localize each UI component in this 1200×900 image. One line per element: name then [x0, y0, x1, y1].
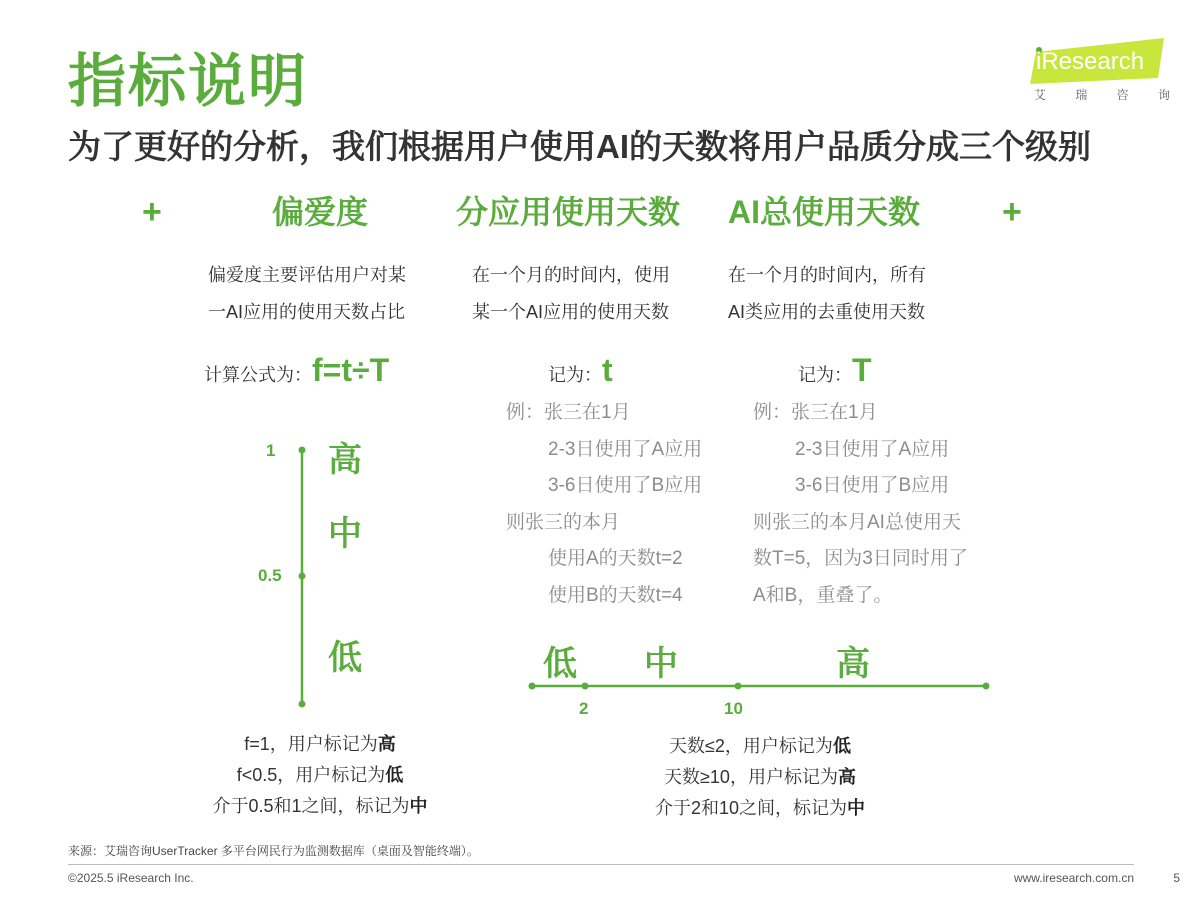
- rule-level: 低: [832, 736, 851, 756]
- vertical-scale-axis: [290, 440, 314, 712]
- scale-dot-bottom: [299, 701, 306, 708]
- note-app-days: [548, 352, 613, 389]
- example-line: 使用B的天数t=4: [548, 584, 683, 606]
- plus-icon-left: +: [142, 193, 162, 231]
- example-total-days: [753, 395, 968, 614]
- rule-level: 高: [377, 734, 396, 754]
- example-app-days: [506, 395, 702, 614]
- plus-icon-right: +: [1002, 193, 1022, 231]
- desc-line: 在一个月的时间内，所有: [728, 265, 926, 285]
- note-value: t: [602, 352, 613, 388]
- level-high: 高: [328, 441, 362, 479]
- logo-char: 咨: [1116, 88, 1129, 102]
- rules-days: [600, 731, 920, 824]
- logo-char: 瑞: [1075, 88, 1088, 102]
- rule-level: 中: [847, 798, 866, 818]
- note-label: 记为：: [548, 365, 602, 385]
- rules-preference: [160, 729, 480, 822]
- example-line: 2-3日使用了A应用: [548, 438, 703, 460]
- tick-label-0-5: 0.5: [258, 566, 282, 585]
- scale-dot-start: [529, 683, 536, 690]
- footer-url[interactable]: www.iresearch.com.cn: [1013, 871, 1134, 885]
- tick-label-10: 10: [724, 699, 743, 718]
- page-title: 指标说明: [68, 49, 309, 114]
- tick-label-1: 1: [266, 441, 276, 460]
- formula-value: f=t÷T: [312, 352, 390, 388]
- level-high: 高: [836, 645, 870, 683]
- level-low: 低: [328, 639, 362, 677]
- rule-line: 天数≤2，用户标记为低: [669, 736, 851, 756]
- column-desc-preference: [208, 257, 406, 331]
- scale-dot-2: [582, 683, 589, 690]
- logo-char: 艾: [1034, 88, 1047, 102]
- column-desc-app-days: [472, 257, 670, 331]
- page-number: 5: [1173, 871, 1180, 885]
- column-desc-total-days: [728, 257, 926, 331]
- note-label: 记为：: [798, 365, 852, 385]
- example-line: 例：张三在1月: [506, 402, 631, 423]
- desc-line: 某一个AI应用的使用天数: [472, 302, 670, 322]
- level-low: 低: [543, 645, 577, 683]
- logo-char: 询: [1157, 88, 1170, 102]
- page-subtitle: 为了更好的分析，我们根据用户使用AI的天数将用户品质分成三个级别: [68, 128, 1091, 165]
- rule-line: f<0.5，用户标记为低: [236, 765, 404, 785]
- rule-level: 中: [409, 796, 428, 816]
- column-heading-preference: 偏爱度: [272, 194, 369, 230]
- scale-dot-10: [735, 683, 742, 690]
- copyright: ©2025.5 iResearch Inc.: [68, 871, 194, 885]
- tick-label-2: 2: [579, 699, 589, 718]
- column-heading-app-days: 分应用使用天数: [456, 194, 681, 230]
- source-note: 来源：艾瑞咨询UserTracker 多平台网民行为监测数据库（桌面及智能终端）。: [68, 844, 479, 858]
- level-mid: 中: [328, 515, 362, 553]
- desc-line: 一AI应用的使用天数占比: [208, 302, 406, 322]
- level-mid: 中: [644, 645, 678, 683]
- rule-line: 介于2和10之间，标记为中: [654, 798, 866, 818]
- formula: [204, 352, 389, 389]
- example-line: 数T=5，因为3日同时用了: [753, 548, 968, 569]
- example-line: 2-3日使用了A应用: [795, 438, 950, 460]
- example-line: 则张三的本月: [506, 511, 621, 533]
- horizontal-scale-axis: [526, 676, 992, 696]
- logo-wordmark: iResearch: [1036, 48, 1145, 75]
- example-line: A和B，重叠了。: [753, 584, 893, 606]
- formula-label: 计算公式为：: [204, 365, 312, 385]
- column-heading-total-days: AI总使用天数: [728, 194, 921, 230]
- rule-level: 高: [837, 767, 856, 787]
- scale-dot-mid: [299, 573, 306, 580]
- scale-dot-top: [299, 447, 306, 454]
- example-line: 例：张三在1月: [753, 402, 878, 423]
- scale-dot-end: [983, 683, 990, 690]
- example-line: 使用A的天数t=2: [548, 548, 683, 569]
- footer-divider: [68, 864, 1134, 865]
- example-line: 3-6日使用了B应用: [795, 475, 950, 496]
- note-value: T: [852, 352, 872, 388]
- example-line: 则张三的本月AI总使用天: [753, 511, 961, 533]
- logo-subtitle: [1034, 86, 1170, 103]
- rule-line: f=1，用户标记为高: [244, 734, 396, 754]
- desc-line: 偏爱度主要评估用户对某: [208, 265, 406, 285]
- desc-line: AI类应用的去重使用天数: [728, 302, 926, 322]
- note-total-days: [798, 352, 872, 389]
- example-line: 3-6日使用了B应用: [548, 475, 703, 496]
- rule-line: 天数≥10，用户标记为高: [664, 767, 856, 787]
- rule-level: 低: [385, 765, 404, 785]
- desc-line: 在一个月的时间内，使用: [472, 265, 670, 285]
- rule-line: 介于0.5和1之间，标记为中: [212, 796, 428, 816]
